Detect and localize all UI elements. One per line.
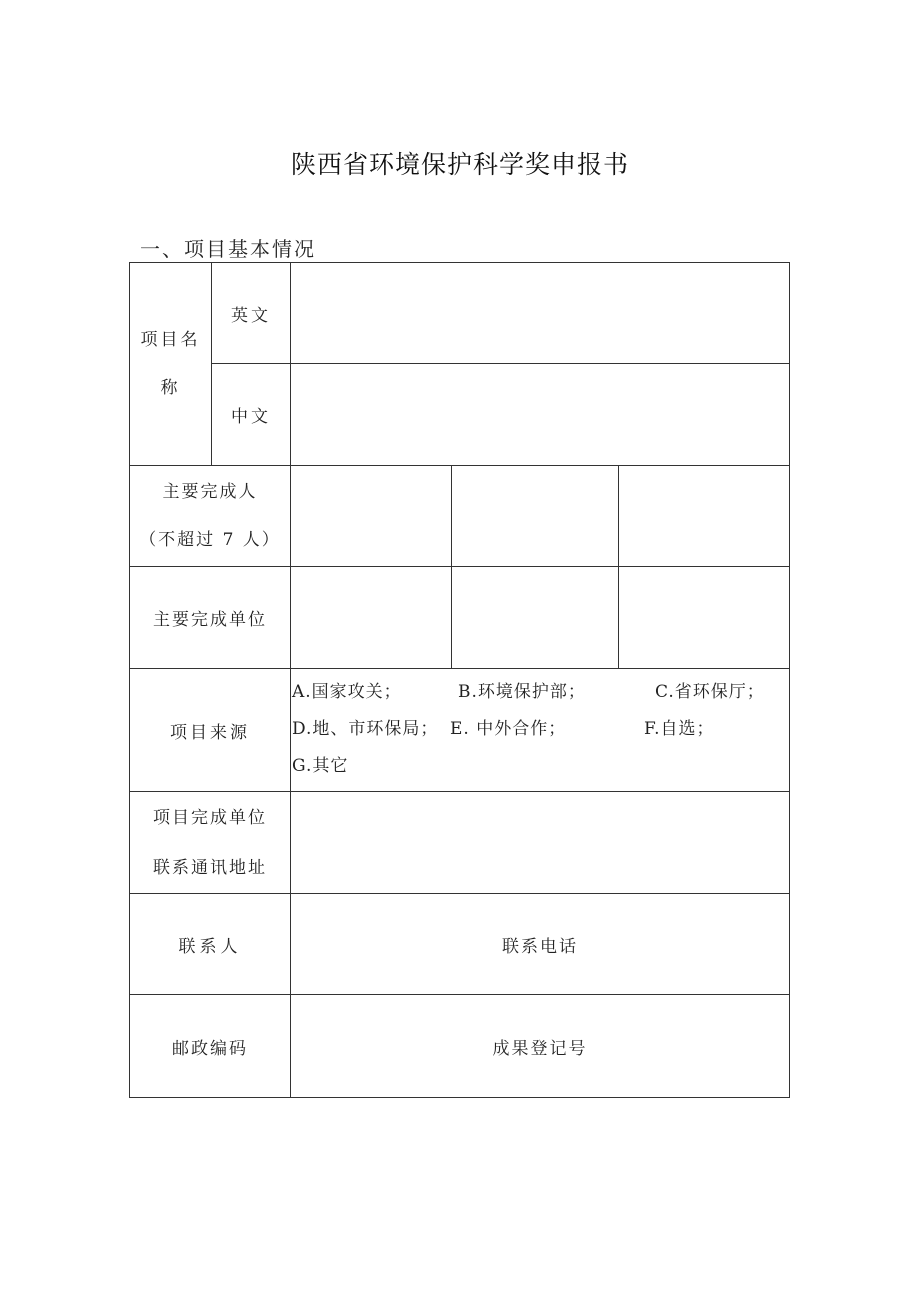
table-border-bottom (129, 1097, 790, 1098)
source-option-d[interactable]: D.地、市环保局； (292, 719, 439, 739)
postal-code-label (130, 995, 290, 1097)
english-label (212, 263, 290, 363)
main-completers-label-line2: （不超过 7 人） (139, 530, 281, 550)
source-option-b[interactable]: B.环境保护部； (458, 682, 586, 702)
table-border-right (789, 262, 790, 1098)
unit-field-3[interactable] (619, 567, 789, 668)
contact-person-label-text: 联系人 (178, 936, 242, 957)
document-title: 陕西省环境保护科学奖申报书 (290, 150, 629, 179)
main-units-label-text: 主要完成单位 (153, 610, 267, 630)
english-label-text: 英文 (231, 305, 271, 326)
registration-number-label: 成果登记号 (492, 1038, 588, 1059)
completer-field-2[interactable] (452, 466, 618, 566)
project-name-label (130, 263, 211, 465)
project-source-label-text: 项目来源 (170, 722, 250, 743)
contact-phone-label: 联系电话 (502, 936, 578, 957)
project-source-label (130, 669, 290, 791)
chinese-label (212, 364, 290, 465)
address-label-line1: 项目完成单位 (153, 807, 267, 828)
completer-field-3[interactable] (619, 466, 789, 566)
unit-field-2[interactable] (452, 567, 618, 668)
source-option-f[interactable]: F.自选； (644, 719, 715, 739)
registration-number-field[interactable] (291, 995, 789, 1097)
source-option-e[interactable]: E. 中外合作； (450, 719, 567, 739)
address-label (130, 792, 290, 893)
contact-person-label (130, 894, 290, 994)
unit-field-1[interactable] (291, 567, 451, 668)
project-name-label-line1: 项目名 (140, 330, 201, 350)
source-option-a[interactable]: A.国家攻关； (292, 682, 402, 702)
section-heading: 一、项目基本情况 (140, 237, 316, 261)
main-completers-label-line1: 主要完成人 (162, 482, 258, 502)
postal-code-label-text: 邮政编码 (172, 1038, 248, 1059)
source-option-c[interactable]: C.省环保厅； (655, 682, 765, 702)
project-name-label-line2: 称 (160, 378, 181, 398)
main-completers-label (130, 466, 290, 566)
chinese-name-field[interactable] (291, 364, 789, 465)
address-label-line2: 联系通讯地址 (153, 857, 267, 878)
english-name-field[interactable] (291, 263, 789, 363)
address-field[interactable] (291, 792, 789, 893)
contact-phone-field[interactable] (291, 894, 789, 994)
main-units-label (130, 567, 290, 668)
chinese-label-text: 中文 (231, 407, 271, 427)
completer-field-1[interactable] (291, 466, 451, 566)
source-option-g[interactable]: G.其它 (292, 756, 349, 776)
